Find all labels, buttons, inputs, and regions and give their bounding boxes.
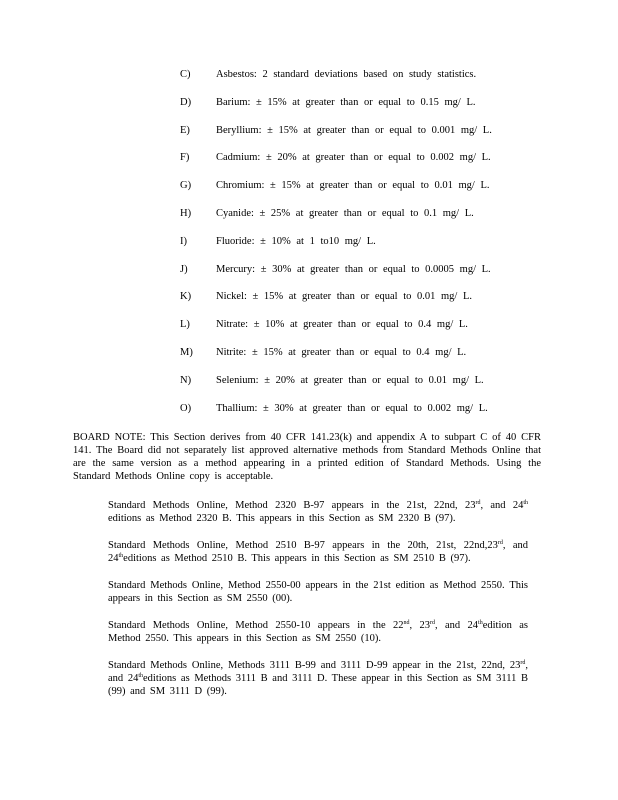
list-text: Barium: ± 15% at greater than or equal to 0.15 mg/ L. xyxy=(216,96,476,108)
list-marker: F) xyxy=(180,152,190,164)
list-item xyxy=(180,151,520,179)
method-notes xyxy=(108,499,528,712)
list-marker: O) xyxy=(180,402,192,414)
list-item xyxy=(180,207,520,235)
method-note-2550-10: Standard Methods Online, Method 2550-10 appears in the 22nd, 23rd, and 24thedition as Method 2550. This appears in this Section as SM 2550 (10). xyxy=(108,620,529,644)
list-marker: L) xyxy=(180,319,190,331)
list-text: Nitrite: ± 15% at greater than or equal to 0.4 mg/ L. xyxy=(216,346,467,358)
list-marker: H) xyxy=(180,207,192,219)
list-marker: K) xyxy=(180,291,192,303)
list-text: Thallium: ± 30% at greater than or equal to 0.002 mg/ L. xyxy=(216,402,488,414)
method-note-3111: Standard Methods Online, Methods 3111 B-99 and 3111 D-99 appear in the 21st, 22nd, 23rd, and 24theditions as Methods 3111 B and 3111 D. These appear in this Section as SM 3111 B (99) and SM 3111 D (99). xyxy=(108,660,528,697)
list-item xyxy=(180,346,520,374)
list-item xyxy=(180,263,520,291)
list-text: Beryllium: ± 15% at greater than or equal to 0.001 mg/ L. xyxy=(216,124,492,136)
list-marker: G) xyxy=(180,180,192,192)
list-marker: M) xyxy=(180,346,193,358)
list-text: Nitrate: ± 10% at greater than or equal to 0.4 mg/ L. xyxy=(216,319,468,331)
method-note-2550-00: Standard Methods Online, Method 2550-00 appears in the 21st edition as Method 2550. This appears in this Section as SM 2550 (00). xyxy=(108,580,528,604)
method-note-2320: Standard Methods Online, Method 2320 B-97 appears in the 21st, 22nd, 23rd, and 24th editions as Method 2320 B. This appears in this Section as SM 2320 B (97). xyxy=(108,500,528,524)
list-text: Selenium: ± 20% at greater than or equal to 0.01 mg/ L. xyxy=(216,374,484,386)
list-text: Chromium: ± 15% at greater than or equal to 0.01 mg/ L. xyxy=(216,180,490,192)
list-item xyxy=(180,68,520,96)
board-note: BOARD NOTE: This Section derives from 40 CFR 141.23(k) and appendix A to subpart C of 40 CFR 141. The Board did not separately list approved alternative methods from Standard Methods Online that are the same version as a method appearing in a printed edition of Standard Methods. Using the Standard Methods Online copy is acceptable. xyxy=(73,432,541,482)
list-marker: I) xyxy=(180,235,187,247)
list-marker: C) xyxy=(180,69,191,80)
list-item xyxy=(180,318,520,346)
list-text: Fluoride: ± 10% at 1 to10 mg/ L. xyxy=(216,235,376,247)
list-text: Cadmium: ± 20% at greater than or equal to 0.002 mg/ L. xyxy=(216,152,491,164)
list-item xyxy=(180,179,520,207)
list-text: Mercury: ± 30% at greater than or equal to 0.0005 mg/ L. xyxy=(216,263,491,275)
list-item xyxy=(180,374,520,402)
list-item xyxy=(180,124,520,152)
list-marker: J) xyxy=(180,263,188,275)
list-item xyxy=(180,235,520,263)
list-marker: E) xyxy=(180,124,190,136)
list-marker: N) xyxy=(180,374,192,386)
list-text: Nickel: ± 15% at greater than or equal to 0.01 mg/ L. xyxy=(216,291,472,303)
method-note-2510: Standard Methods Online, Method 2510 B-97 appears in the 20th, 21st, 22nd,23rd, and 24theditions as Method 2510 B. This appears in this Section as SM 2510 B (97). xyxy=(108,540,529,564)
list-item xyxy=(180,290,520,318)
list-text: Asbestos: 2 standard deviations based on study statistics. xyxy=(216,69,477,80)
list-item xyxy=(180,402,520,430)
accuracy-list xyxy=(180,68,520,429)
list-text: Cyanide: ± 25% at greater than or equal to 0.1 mg/ L. xyxy=(216,207,474,219)
list-marker: D) xyxy=(180,96,192,108)
list-item xyxy=(180,96,520,124)
